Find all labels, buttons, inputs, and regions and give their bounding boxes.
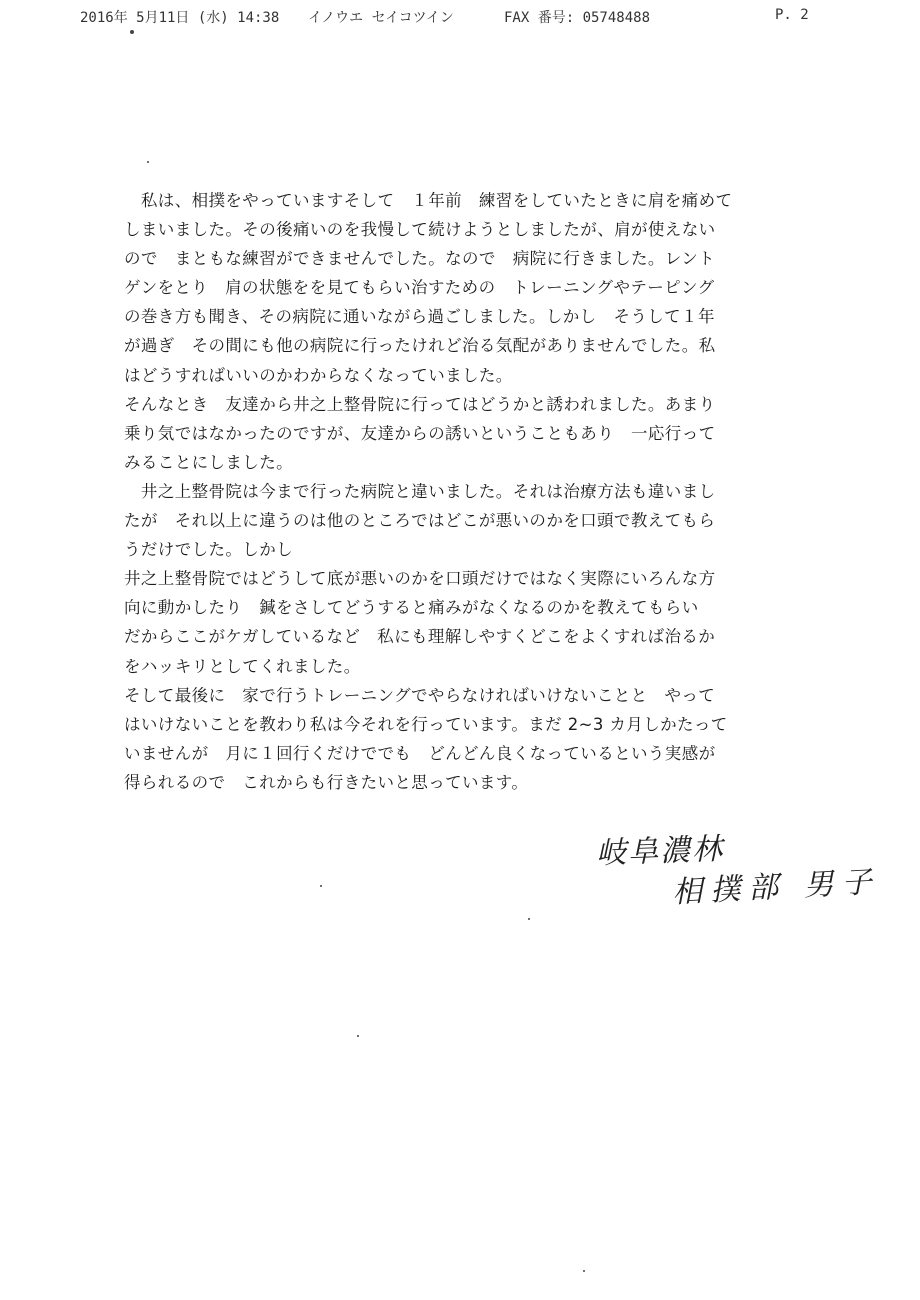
letter-line: 井之上整骨院ではどうして底が悪いのかを口頭だけではなく実際にいろんな方: [124, 569, 716, 589]
letter-line: の巻き方も聞き、その病院に通いながら過ごしました。しかし そうして１年: [124, 307, 715, 327]
letter-line: 得られるので これからも行きたいと思っています。: [124, 772, 529, 792]
signature-school: 岐阜濃林: [595, 831, 725, 872]
scan-speck: [528, 918, 530, 920]
letter-line: 向に動かしたり 鍼をさしてどうすると痛みがなくなるのかを教えてもらい: [124, 598, 699, 618]
scan-speck: [357, 1035, 359, 1037]
signature-club: 相撲部 男子: [671, 864, 881, 911]
letter-line: そんなとき 友達から井之上整骨院に行ってはどうかと誘われました。あまり: [124, 394, 716, 414]
letter-line: はいけないことを教わり私は今それを行っています。まだ 2~3 カ月しかたって: [124, 714, 728, 734]
letter-line: みることにしました。: [124, 452, 293, 472]
letter-line: たが それ以上に違うのは他のところではどこが悪いのかを口頭で教えてもら: [124, 511, 716, 531]
letter-body: [124, 186, 764, 797]
fax-date: 2016年 5月11日 (水) 14:38: [80, 10, 280, 26]
scan-speck: [147, 161, 149, 163]
letter-line: うだけでした。しかし: [124, 540, 293, 560]
letter-line: だからここがケガしているなど 私にも理解しやすくどこをよくすれば治るか: [124, 627, 716, 647]
letter-line: が過ぎ その間にも他の病院に行ったけれど治る気配がありませんでした。私: [124, 336, 716, 356]
letter-line: 私は、相撲をやっていますそして １年前 練習をしていたときに肩を痛めて: [124, 191, 733, 210]
letter-line: ので まともな練習ができませんでした。なので 病院に行きました。レント: [124, 249, 716, 269]
fax-sender: イノウエ セイコツイン: [308, 10, 454, 26]
scan-speck: [130, 30, 134, 34]
letter-line: ゲンをとり 肩の状態をを見てもらい治すための トレーニングやテーピング: [124, 278, 715, 298]
fax-header: [0, 7, 920, 29]
letter-line: をハッキリとしてくれました。: [124, 656, 361, 676]
letter-line: 井之上整骨院は今まで行った病院と違いました。それは治療方法も違いまし: [124, 481, 716, 501]
scan-speck: [320, 885, 322, 887]
letter-line: はどうすればいいのかわからなくなっていました。: [124, 365, 513, 385]
scan-speck: [583, 1270, 585, 1272]
letter-line: いませんが 月に１回行くだけででも どんどん良くなっているという実感が: [124, 743, 716, 763]
fax-page-number: P. 2: [775, 7, 809, 23]
fax-number: FAX 番号: 05748488: [504, 10, 651, 26]
letter-line: しまいました。その後痛いのを我慢して続けようとしましたが、肩が使えない: [124, 220, 716, 240]
letter-line: 乗り気ではなかったのですが、友達からの誘いということもあり 一応行って: [124, 423, 716, 443]
letter-line: そして最後に 家で行うトレーニングでやらなければいけないことと やって: [124, 685, 716, 705]
